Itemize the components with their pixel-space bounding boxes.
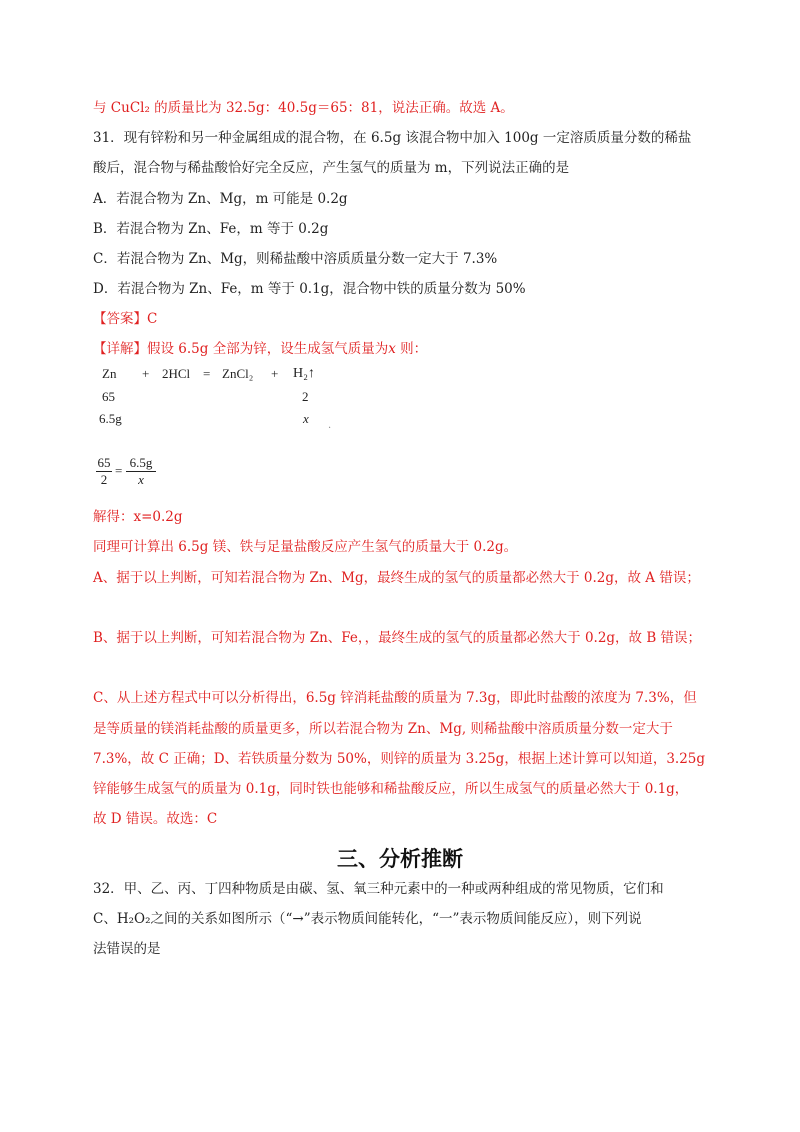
top-line: 与 CuCl₂ 的质量比为 32.5g：40.5g＝65：81，说法正确。故选 A。 — [93, 100, 514, 116]
eq-plus1: + — [142, 366, 150, 381]
analysis-c-line4: 锌能够生成氢气的质量为 0.1g，同时铁也能够和稀盐酸反应，所以生成氢气的质量必然大于 0.1g， — [93, 781, 689, 797]
fraction-left — [96, 455, 112, 488]
detail-intro — [93, 339, 427, 359]
fraction-left-den: 2 — [100, 472, 108, 487]
analysis-a: A、据于以上判断，可知若混合物为 Zn、Mg，最终生成的氢气的质量都必然大于 0.2g，故 A 错误； — [93, 570, 700, 586]
solve-line: 解得：x=0.2g — [93, 509, 183, 525]
fraction-right-den: x — [138, 472, 144, 487]
fraction-left-num: 65 — [97, 455, 111, 470]
eq-equals: = — [203, 366, 211, 381]
fraction-equals: = — [115, 463, 123, 478]
question-32-line2: C、H₂O₂之间的关系如图所示（“→”表示物质间能转化，“一”表示物质间能反应），则下列说 — [93, 911, 642, 927]
detail-text: 假设 6.5g 全部为锌，设生成氢气质量为 — [147, 341, 389, 357]
analysis-c-line2: 是等质量的镁消耗盐酸的质量更多，所以若混合物为 Zn、Mg, 则稀盐酸中溶质质量分数一定大于 — [93, 721, 673, 737]
analysis-c-line1: C、从上述方程式中可以分析得出，6.5g 锌消耗盐酸的质量为 7.3g，即此时盐酸的浓度为 7.3%，但 — [93, 690, 697, 706]
eq-h2: H₂↑ — [293, 366, 315, 381]
eq-hcl: 2HCl — [162, 366, 191, 381]
option-d: D．若混合物为 Zn、Fe，m 等于 0.1g，混合物中铁的质量分数为 50% — [93, 281, 526, 297]
detail-var: x — [388, 341, 396, 357]
answer-label: 【答案】C — [93, 311, 158, 327]
option-c: C．若混合物为 Zn、Mg，则稀盐酸中溶质质量分数一定大于 7.3% — [93, 251, 498, 267]
option-a: A．若混合物为 Zn、Mg，m 可能是 0.2g — [93, 191, 348, 207]
question-31-line1: 31．现有锌粉和另一种金属组成的混合物，在 6.5g 该混合物中加入 100g 一定溶质质量分数的稀盐 — [93, 130, 692, 146]
same-calc-line: 同理可计算出 6.5g 镁、铁与足量盐酸反应产生氢气的质量大于 0.2g。 — [93, 539, 518, 555]
question-32-line1: 32．甲、乙、丙、丁四种物质是由碳、氢、氧三种元素中的一种或两种组成的常见物质，它们和 — [93, 881, 664, 897]
eq-zn-mass: 65 — [102, 389, 115, 404]
eq-plus2: + — [271, 366, 279, 381]
mark-dot: . — [328, 420, 332, 431]
option-b: B．若混合物为 Zn、Fe，m 等于 0.2g — [93, 221, 329, 237]
eq-h2-unknown: x — [303, 411, 309, 426]
analysis-c-line3: 7.3%，故 C 正确；D、若铁质量分数为 50%，则锌的质量为 3.25g，根据上述计算可以知道，3.25g — [93, 751, 706, 767]
question-31-line2: 酸后，混合物与稀盐酸恰好完全反应，产生氢气的质量为 m，下列说法正确的是 — [93, 160, 570, 176]
section-heading: 三、分析推断 — [337, 847, 463, 871]
detail-end: 则： — [395, 341, 428, 357]
fraction-right-num: 6.5g — [129, 455, 153, 470]
question-32-line3: 法错误的是 — [93, 941, 161, 957]
eq-zn-given: 6.5g — [99, 411, 122, 426]
analysis-c-line5: 故 D 错误。故选：C — [93, 811, 218, 827]
detail-tag: 【详解】 — [93, 341, 147, 357]
fraction-right — [126, 455, 156, 488]
eq-zn: Zn — [102, 366, 117, 381]
eq-zncl2: ZnCl₂ — [222, 366, 254, 381]
eq-h2-mass: 2 — [302, 389, 309, 404]
analysis-b: B、据于以上判断，可知若混合物为 Zn、Fe，，最终生成的氢气的质量都必然大于 0.2g，故 B 错误； — [93, 630, 702, 646]
